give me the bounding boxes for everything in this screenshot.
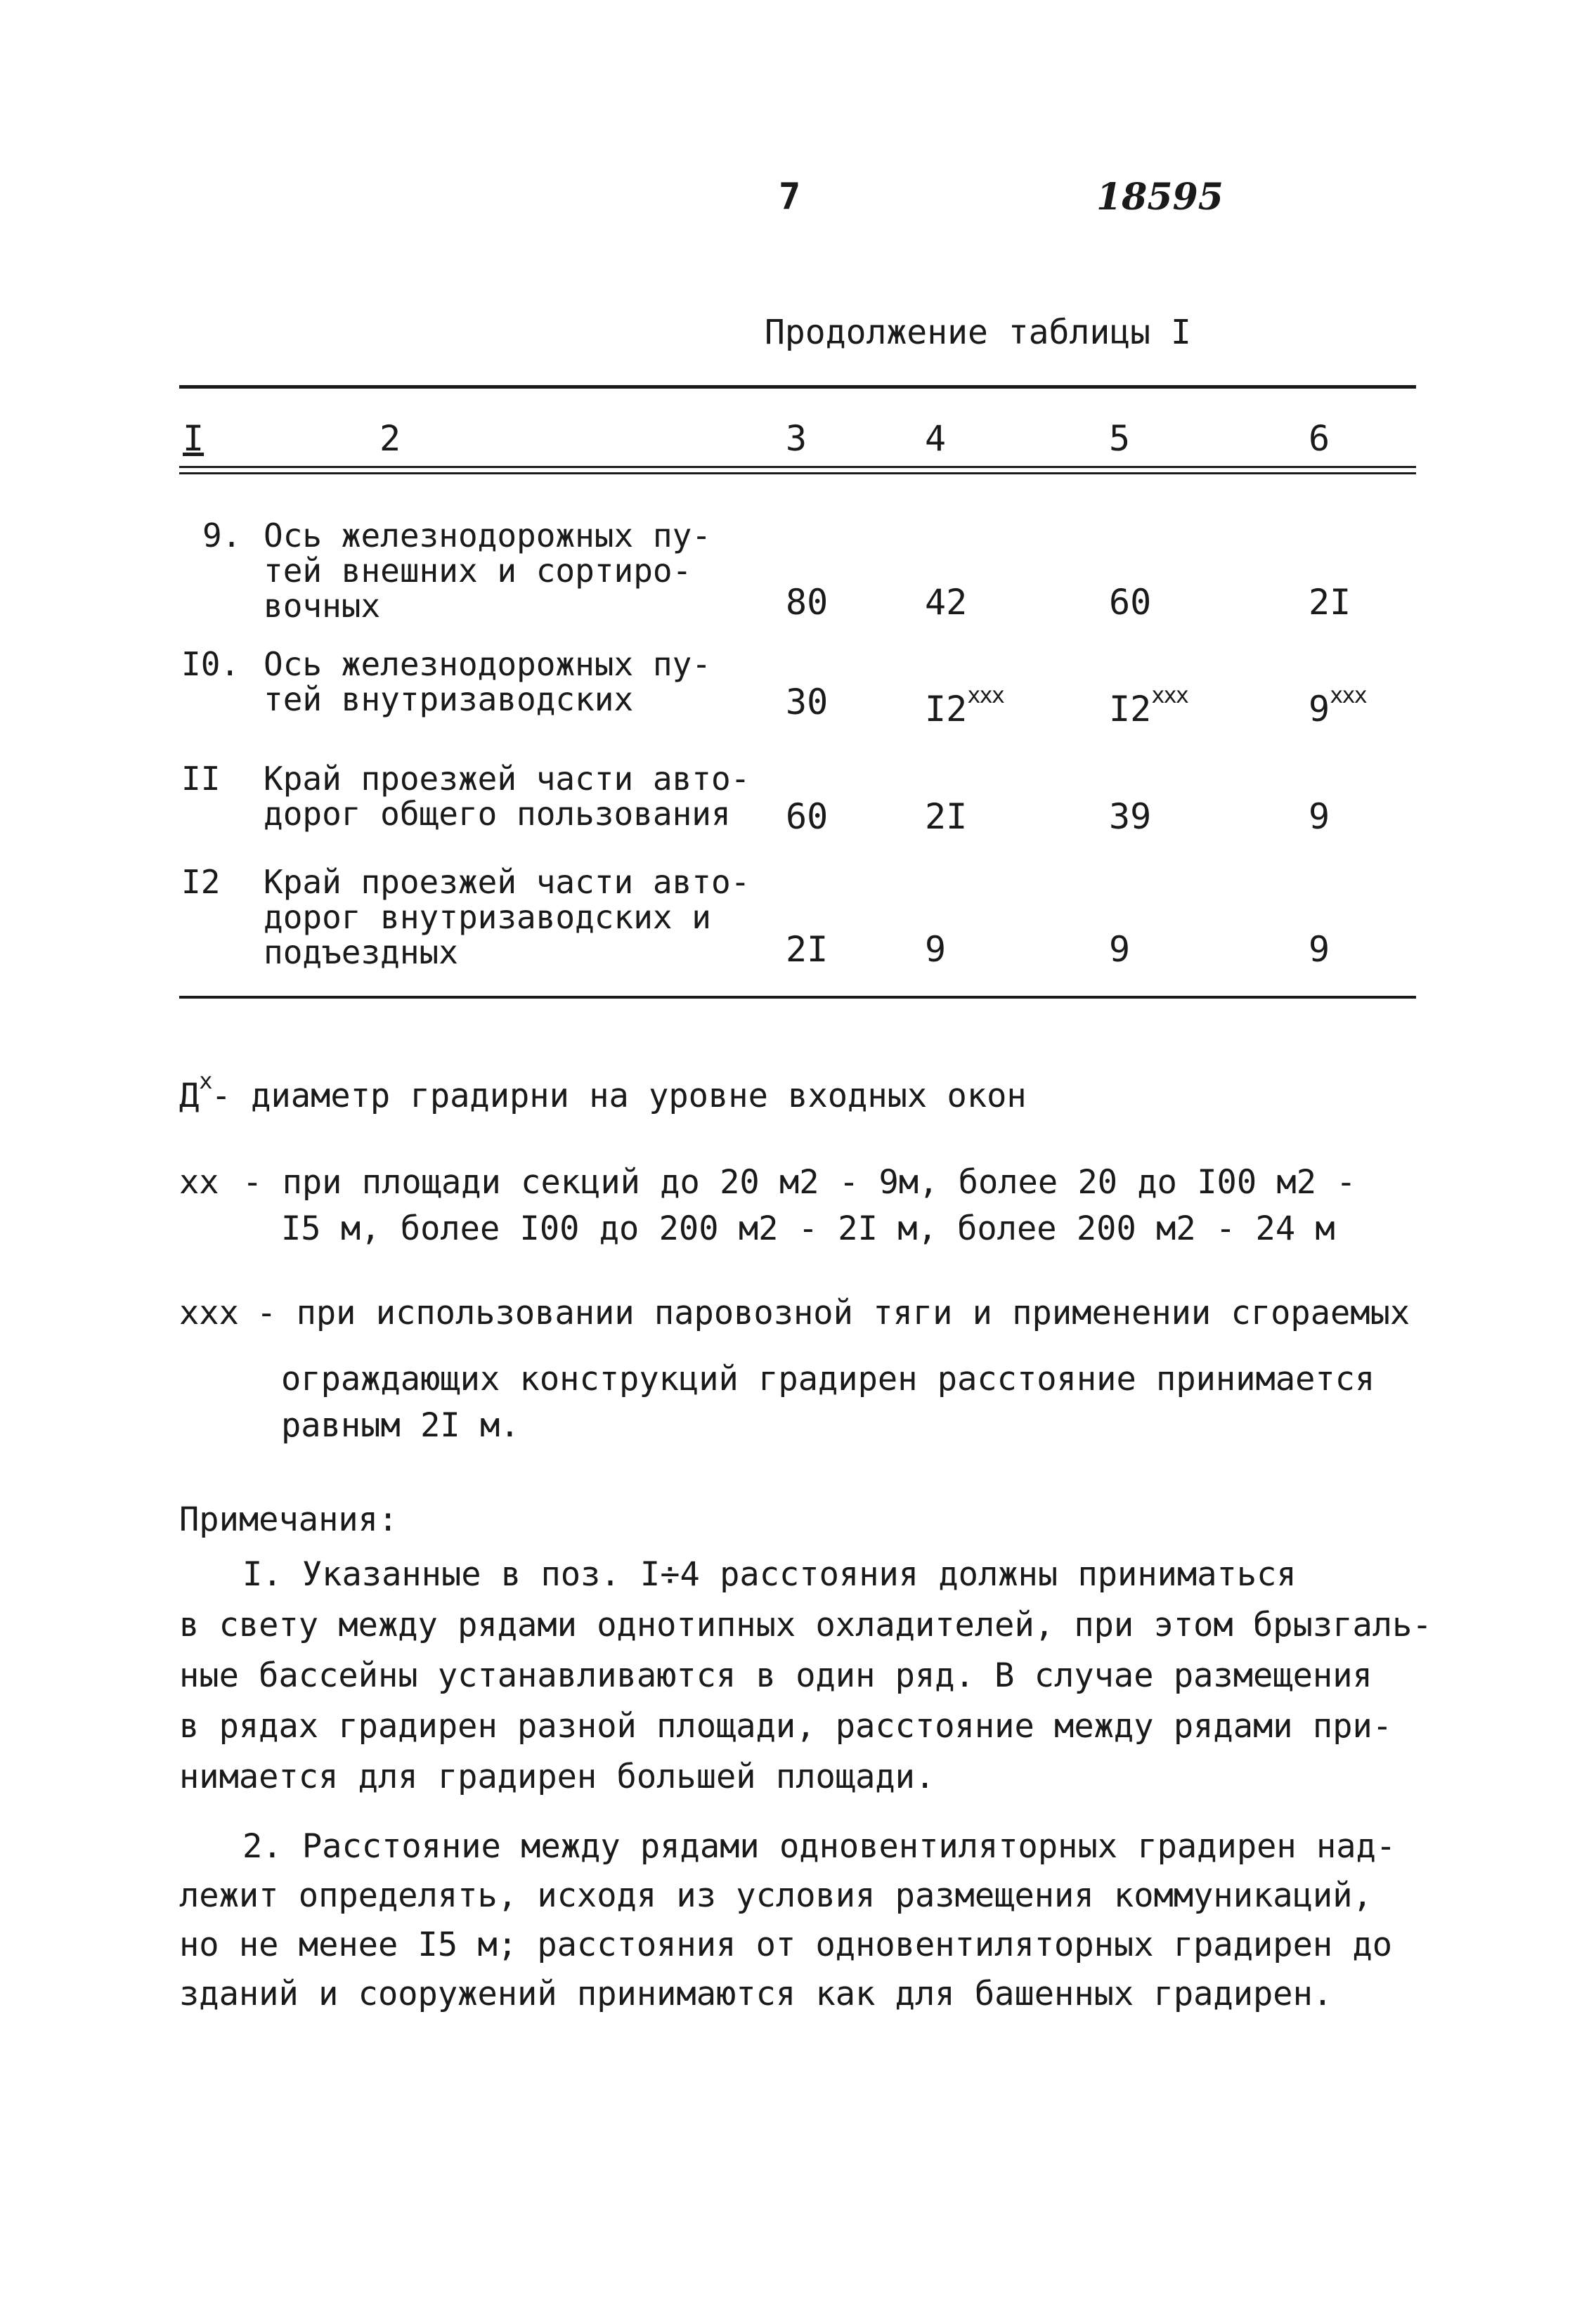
note-line: в свету между рядами однотипных охладителей, при этом брызгаль- [179,1606,1432,1644]
row-number: I0. [181,645,240,683]
cell-col-5 [1109,682,1188,729]
cell-col-4: 9 [925,929,947,970]
header-col-6: 6 [1309,418,1330,459]
header-bottom-rule [179,466,1416,468]
cell-value: 9 [1309,689,1330,729]
cell-col-3: 60 [786,796,829,837]
cell-value: I2 [1109,689,1152,729]
page-number: 7 [779,176,801,218]
cell-col-5: 39 [1109,796,1152,837]
document-number: 18595 [1096,176,1224,219]
cell-col-6: 2I [1309,582,1351,623]
note-line: но не менее I5 м; расстояния от одновентиляторных градирен до [179,1926,1393,1964]
footnote-marker: xxx [1330,682,1366,708]
cell-col-5: 9 [1109,929,1131,970]
note-line: лежит определять, исходя из условия размещения коммуникаций, [179,1876,1372,1915]
cell-col-4: 2I [925,796,968,837]
cell-col-3: 30 [786,682,829,722]
table-bottom-rule [179,996,1416,999]
row-label-line: Ось железнодорожных пу- [264,517,711,554]
row-label-line: дорог общего пользования [264,795,731,833]
cell-col-6: 9 [1309,929,1330,970]
row-label-line: Ось железнодорожных пу- [264,645,711,683]
footnote-xx-mark: xx [179,1163,219,1202]
row-number: I2 [181,863,221,901]
row-number: II [181,760,221,798]
notes-title: Примечания: [179,1500,398,1539]
footnote-xx-line: - при площади секций до 20 м2 - 9м, более 20 до I00 м2 - [242,1163,1356,1202]
cell-col-5: 60 [1109,582,1152,623]
footnote-x-superscript: x [199,1067,212,1094]
header-col-4: 4 [925,418,947,459]
cell-col-3: 2I [786,929,829,970]
row-label-line: тей внешних и сортиро- [264,552,692,590]
header-col-3: 3 [786,418,807,459]
header-col-2: 2 [379,418,401,459]
table-top-rule [179,385,1416,389]
row-label-line: тей внутризаводских [264,680,634,718]
note-line: зданий и сооружений принимаются как для башенных градирен. [179,1975,1333,2013]
row-label-line: дорог внутризаводских и [264,898,711,936]
footnote-x-text [179,1058,1027,1119]
cell-col-3: 80 [786,582,829,623]
row-number: 9. [202,517,242,554]
cell-col-6 [1309,682,1366,729]
footnote-xxx-line: - при использовании паровозной тяги и применении сгораемых [257,1294,1410,1332]
row-label-line: Край проезжей части авто- [264,760,751,798]
row-label-line: Край проезжей части авто- [264,863,751,901]
footnote-marker: xxx [967,682,1004,708]
footnote-xxx-line: равным 2I м. [281,1406,520,1445]
row-label-line: подъездных [264,933,458,971]
note-line: нимается для градирен большей площади. [179,1758,935,1796]
footnote-x-body: - диаметр градирни на уровне входных окон [211,1077,1027,1115]
note-line: ные бассейны устанавливаются в один ряд. В случае размещения [179,1656,1372,1695]
footnote-xxx-mark: xxx [179,1294,239,1332]
note-line: в рядах градирен разной площади, расстояние между рядами при- [179,1707,1393,1746]
cell-col-4: 42 [925,582,968,623]
footnote-x-mark: Д [179,1077,200,1115]
table-caption: Продолжение таблицы I [765,313,1191,352]
footnote-marker: xxx [1151,682,1188,708]
header-col-5: 5 [1109,418,1131,459]
cell-col-6: 9 [1309,796,1330,837]
footnote-xx-line: I5 м, более I00 до 200 м2 - 2I м, более 200 м2 - 24 м [281,1209,1335,1248]
header-bottom-rule-2 [179,472,1416,474]
footnote-xxx-line: ограждающих конструкций градирен расстояние принимается [281,1360,1375,1398]
cell-value: I2 [925,689,968,729]
note-line: I. Указанные в поз. I÷4 расстояния должны приниматься [242,1555,1297,1594]
note-line: 2. Расстояние между рядами одновентиляторных градирен над- [242,1827,1396,1866]
header-col-1: I [183,418,205,459]
row-label-line: вочных [264,587,381,625]
cell-col-4 [925,682,1004,729]
